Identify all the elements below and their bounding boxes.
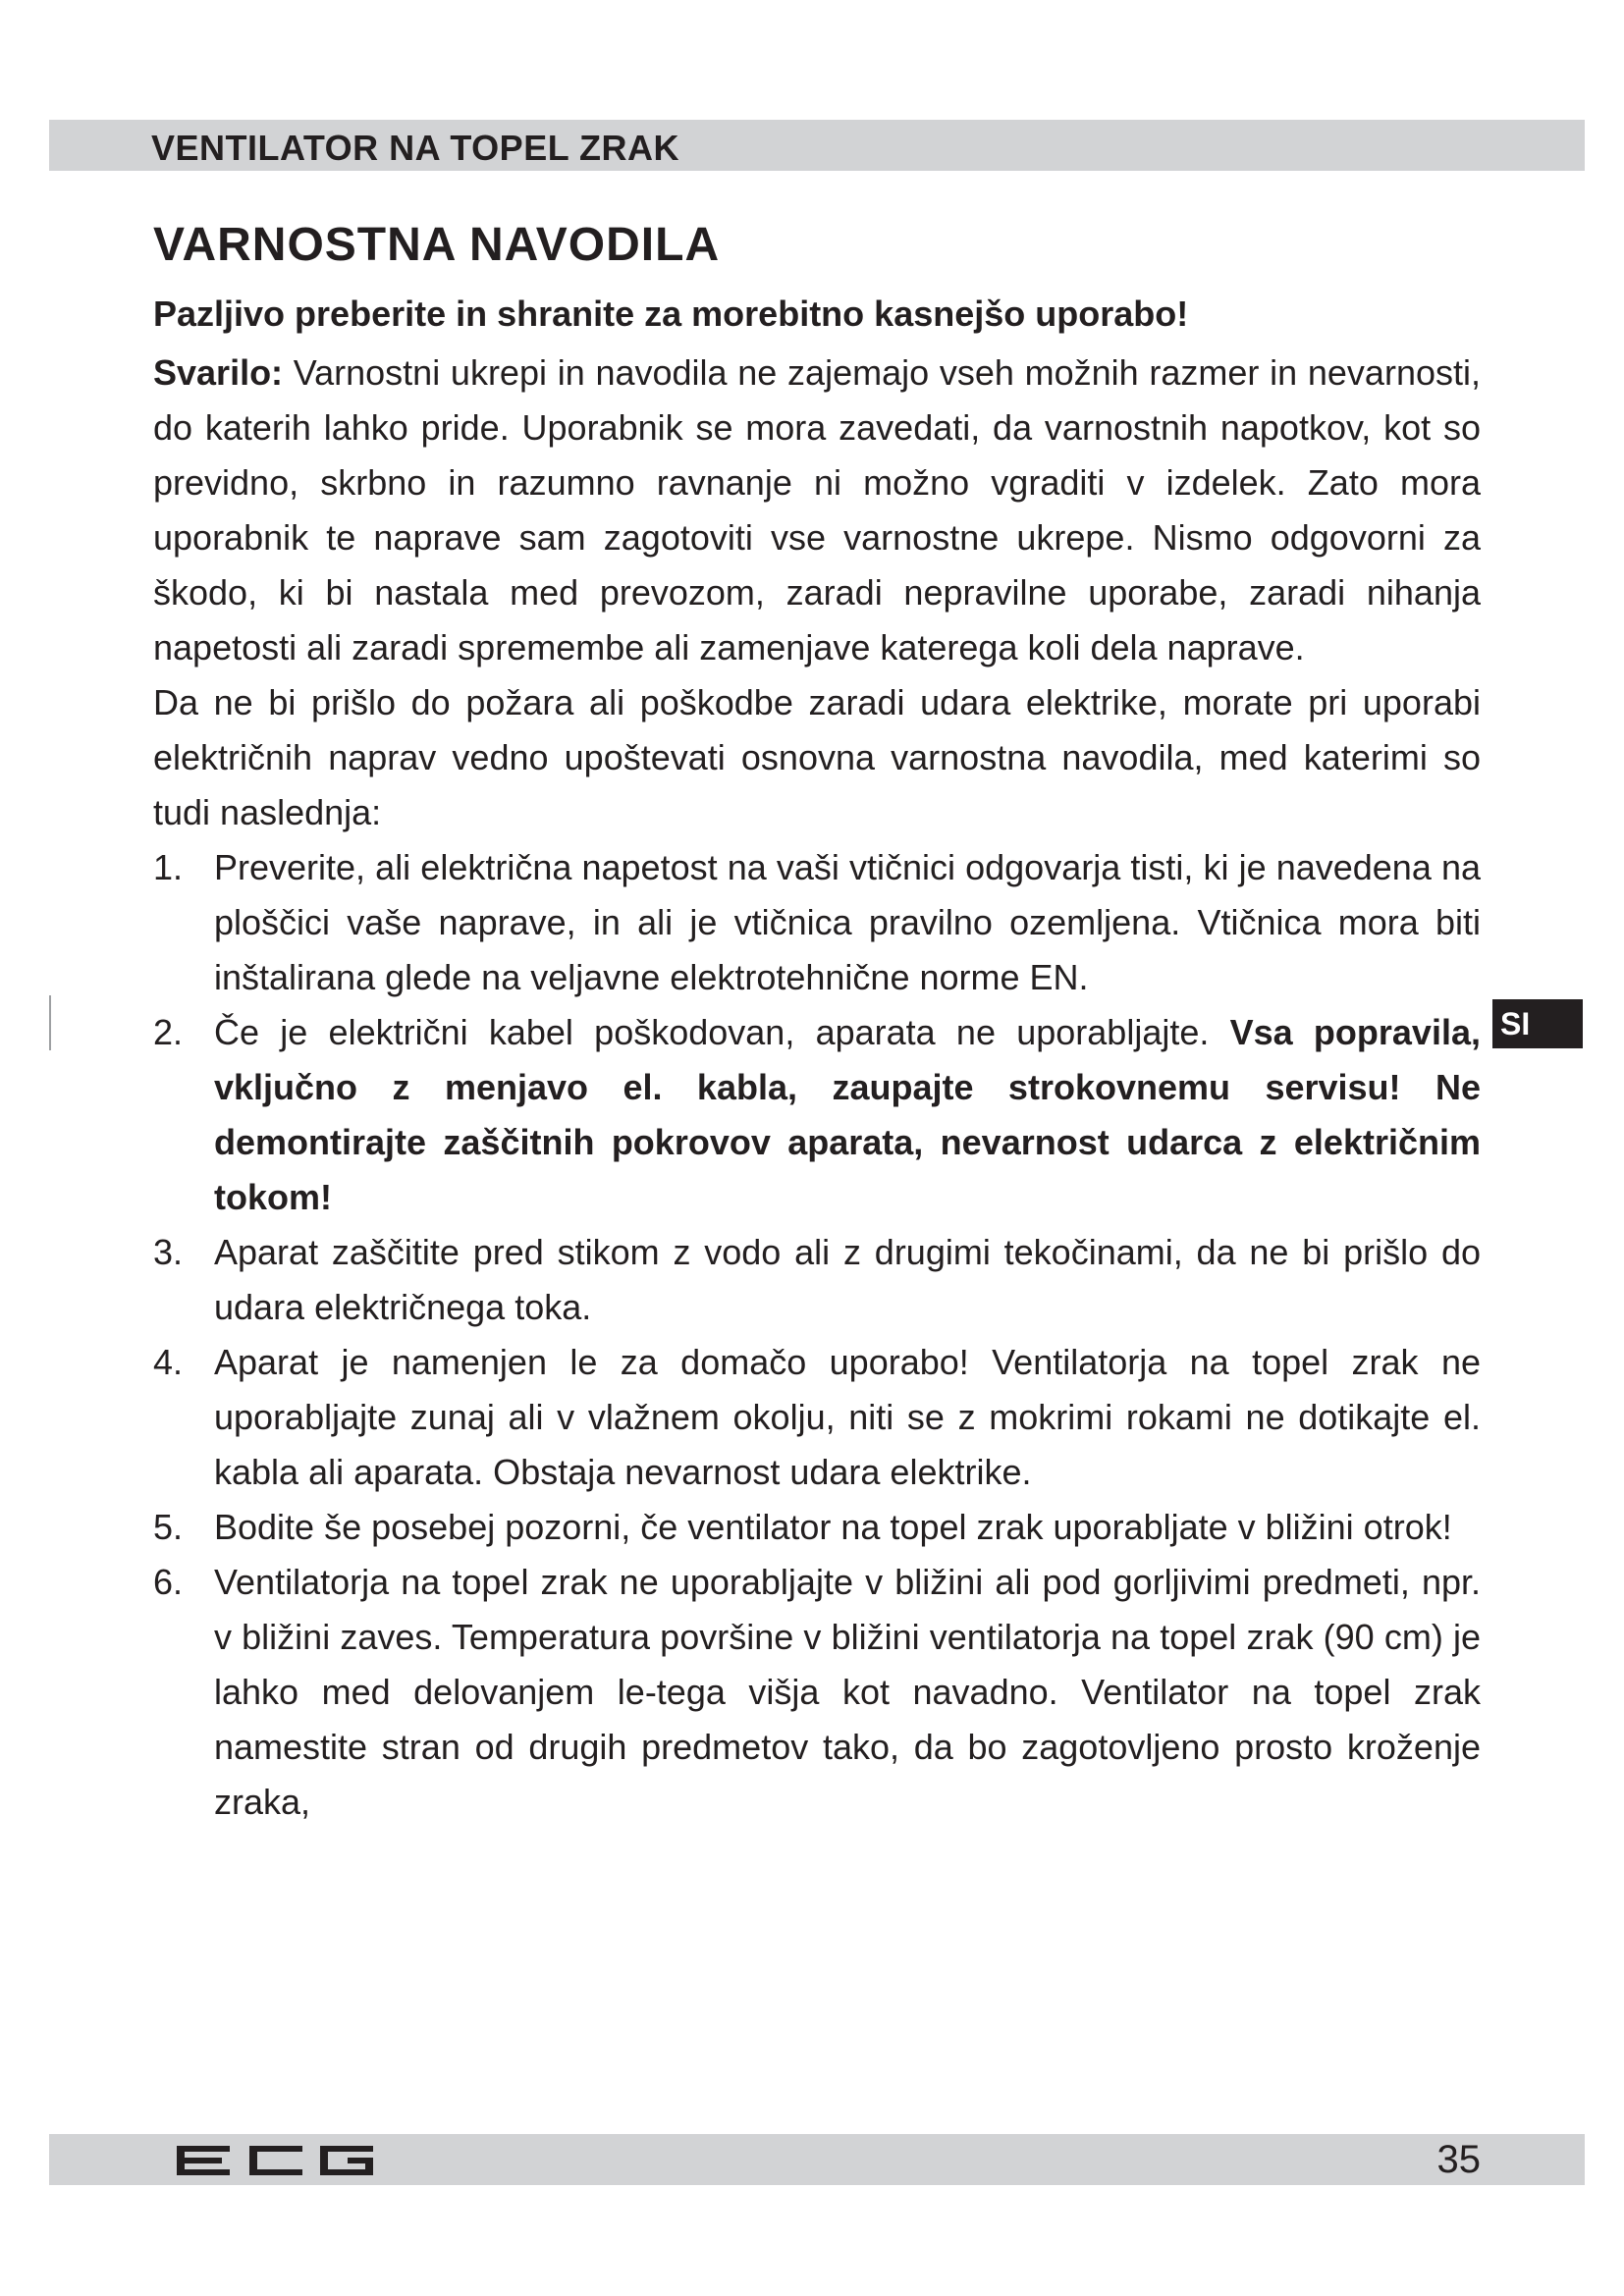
section-title: VARNOSTNA NAVODILA: [153, 219, 721, 271]
footer-bar: [49, 2134, 1585, 2185]
side-margin-mark: [49, 995, 51, 1050]
list-item-text: Preverite, ali električna napetost na vaši vtičnici odgovarja tisti, ki je navedena na ploščici vaše naprave, in ali je vtičnica pravilno ozemljena. Vtičnica mora biti inštalirana glede na veljavne elektrotehnične norme EN.: [214, 847, 1481, 997]
list-item-text: Ventilatorja na topel zrak ne uporabljajte v bližini ali pod gorljivimi predmeti, npr. v bližini zaves. Temperatura površine v bližini ventilatorja na topel zrak (90 cm) je lahko med delovanjem le-tega višja kot navadno. Ventilator na topel zrak namestite stran od drugih predmetov tako, da bo zagotovljeno prosto kroženje zraka,: [214, 1562, 1481, 1822]
safety-list: [153, 840, 1481, 1830]
list-item-number: 4.: [153, 1342, 184, 1382]
list-item: [153, 1555, 1481, 1830]
header-title: VENTILATOR NA TOPEL ZRAK: [151, 128, 680, 168]
list-item-text: Aparat zaščitite pred stikom z vodo ali z drugimi tekočinami, da ne bi prišlo do udara električnega toka.: [214, 1232, 1481, 1327]
intro-paragraph: Da ne bi prišlo do požara ali poškodbe zaradi udara elektrike, morate pri uporabi električnih naprav vedno upoštevati osnovna varnostna navodila, med katerimi so tudi naslednja:: [153, 682, 1481, 832]
header-bar: [49, 120, 1585, 171]
list-item-number: 3.: [153, 1232, 184, 1272]
section-subtitle: Pazljivo preberite in shranite za morebitno kasnejšo uporabo!: [153, 294, 1189, 334]
list-item-number: 5.: [153, 1507, 184, 1547]
list-item-number: 1.: [153, 847, 184, 887]
page-number: 35: [1436, 2138, 1481, 2181]
warning-text: Varnostni ukrepi in navodila ne zajemajo vseh možnih razmer in nevarnosti, do katerih lahko pride. Uporabnik se mora zavedati, da varnostnih napotkov, kot so previdno, skrbno in razumno ravnanje ni možno vgraditi v izdelek. Zato mora uporabnik te naprave sam zagotoviti vse varnostne ukrepe. Nismo odgovorni za škodo, ki bi nastala med prevozom, zaradi nepravilne uporabe, zaradi nihanja napetosti ali zaradi spremembe ali zamenjave katerega koli dela naprave.: [153, 352, 1481, 667]
language-tab: SI: [1492, 999, 1583, 1048]
warning-paragraph: [153, 346, 1481, 675]
list-item-bold-text: Vsa popravila, vključno z menjavo el. kabla, zaupajte strokovnemu servisu! Ne demontirajte zaščitnih pokrovov aparata, nevarnost udarca z električnim tokom!: [214, 1012, 1481, 1217]
ecg-logo: [173, 2144, 379, 2177]
list-item: [153, 1335, 1481, 1500]
list-item-text: Aparat je namenjen le za domačo uporabo! Ventilatorja na topel zrak ne uporabljajte zunaj ali v vlažnem okolju, niti se z mokrimi rokami ne dotikajte el. kabla ali aparata. Obstaja nevarnost udara elektrike.: [214, 1342, 1481, 1492]
warning-label: Svarilo:: [153, 352, 284, 393]
list-item: [153, 1500, 1481, 1555]
list-item: [153, 1225, 1481, 1335]
list-item: [153, 1005, 1481, 1225]
list-item: [153, 840, 1481, 1005]
list-item-text: Če je električni kabel poškodovan, aparata ne uporabljajte.: [214, 1012, 1230, 1052]
list-item-number: 6.: [153, 1562, 184, 1602]
page-content: [153, 214, 1481, 1830]
list-item-text: Bodite še posebej pozorni, če ventilator na topel zrak uporabljate v bližini otrok!: [214, 1507, 1452, 1547]
list-item-number: 2.: [153, 1012, 184, 1052]
